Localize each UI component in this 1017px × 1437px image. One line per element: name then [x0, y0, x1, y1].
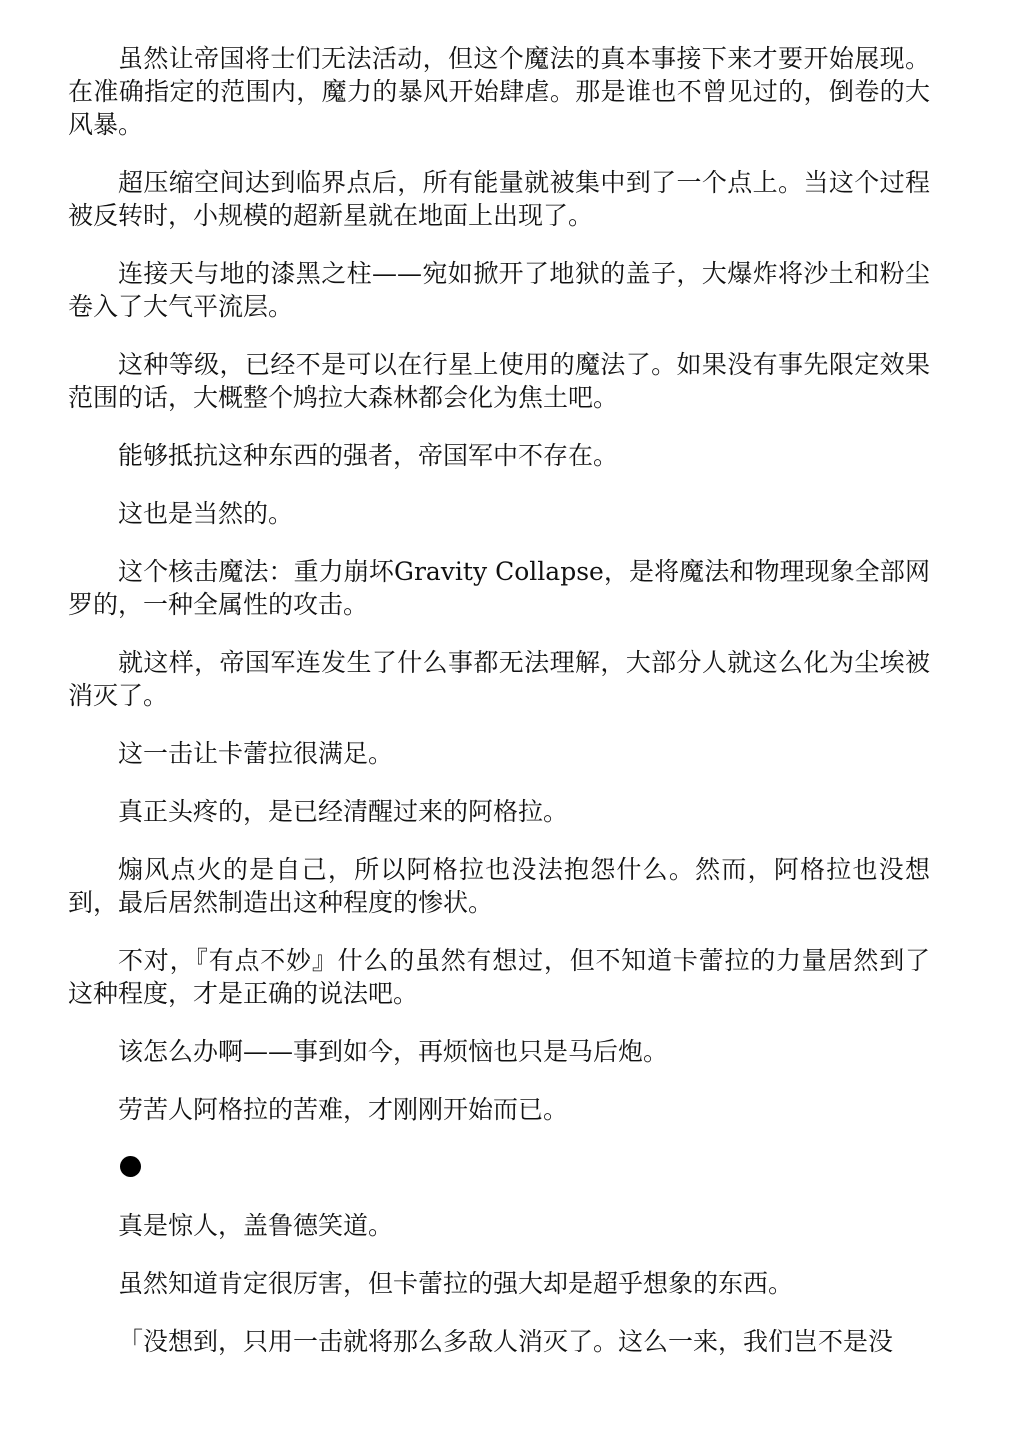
paragraph: 超压缩空间达到临界点后，所有能量就被集中到了一个点上。当这个过程被反转时，小规模的超新星就在地面上出现了。	[68, 168, 930, 230]
paragraph: 该怎么办啊——事到如今，再烦恼也只是马后炮。	[118, 1037, 669, 1066]
paragraph: 虽然让帝国将士们无法活动，但这个魔法的真本事接下来才要开始展现。在准确指定的范围内，魔力的暴风开始肆虐。那是谁也不曾见过的，倒卷的大风暴。	[68, 44, 930, 139]
paragraph: 能够抵抗这种东西的强者，帝国军中不存在。	[118, 441, 619, 470]
paragraph: 这种等级，已经不是可以在行星上使用的魔法了。如果没有事先限定效果范围的话，大概整个鸠拉大森林都会化为焦土吧。	[68, 350, 930, 412]
document-page	[68, 42, 930, 1383]
paragraph: 真正头疼的，是已经清醒过来的阿格拉。	[118, 797, 569, 826]
paragraph: 煽风点火的是自己，所以阿格拉也没法抱怨什么。然而，阿格拉也没想到，最后居然制造出这种程度的惨状。	[68, 855, 930, 917]
black-circle-icon	[120, 1156, 141, 1177]
dialogue-paragraph: 「没想到，只用一击就将那么多敌人消灭了。这么一来，我们岂不是没	[118, 1327, 894, 1356]
paragraph: 劳苦人阿格拉的苦难，才刚刚开始而已。	[118, 1095, 569, 1124]
paragraph: 虽然知道肯定很厉害，但卡蕾拉的强大却是超乎想象的东西。	[118, 1269, 794, 1298]
paragraph: 这也是当然的。	[118, 499, 294, 528]
paragraph: 就这样，帝国军连发生了什么事都无法理解，大部分人就这么化为尘埃被消灭了。	[68, 648, 930, 710]
scene-break	[68, 1151, 930, 1184]
paragraph: 不对，『有点不妙』什么的虽然有想过，但不知道卡蕾拉的力量居然到了这种程度，才是正确的说法吧。	[68, 946, 930, 1008]
paragraph: 真是惊人，盖鲁德笑道。	[118, 1211, 394, 1240]
paragraph: 连接天与地的漆黑之柱——宛如掀开了地狱的盖子，大爆炸将沙土和粉尘卷入了大气平流层。	[68, 259, 930, 321]
paragraph: 这个核击魔法：重力崩坏Gravity Collapse，是将魔法和物理现象全部网罗的，一种全属性的攻击。	[68, 557, 930, 619]
paragraph: 这一击让卡蕾拉很满足。	[118, 739, 394, 768]
